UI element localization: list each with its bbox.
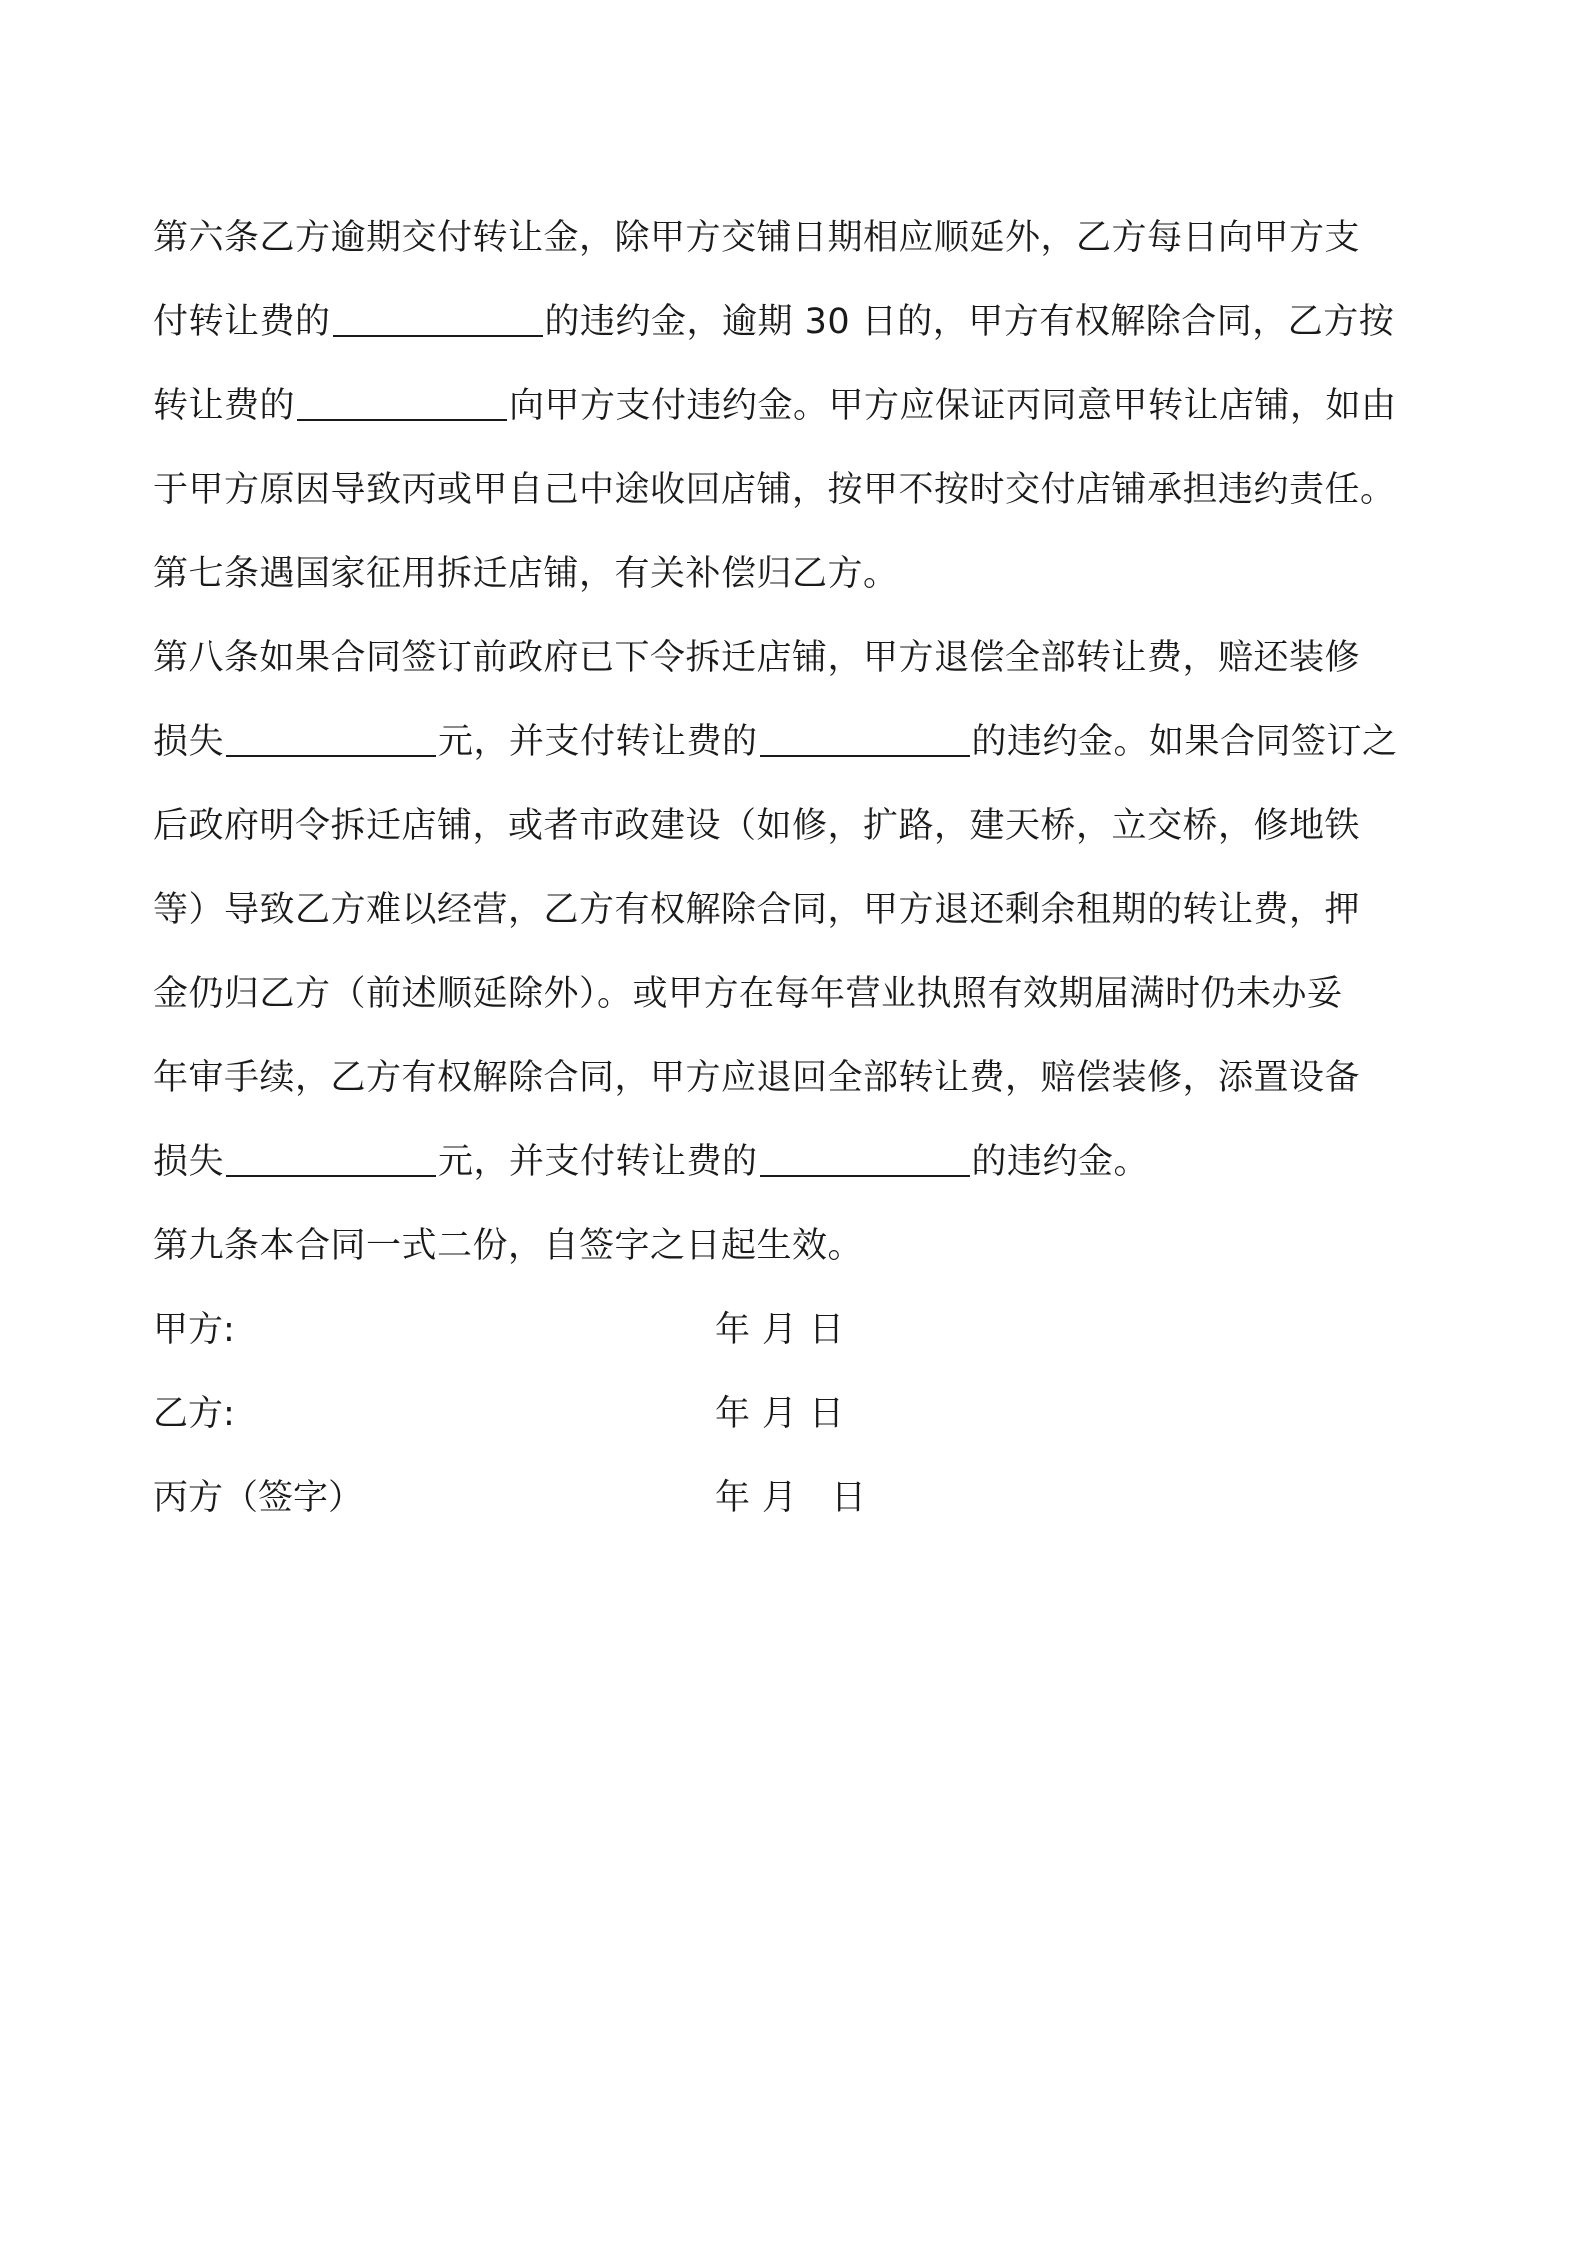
article8-line5: 金仍归乙方（前述顺延除外）。或甲方在每年营业执照有效期届满时仍未办妥 [153, 974, 1343, 1014]
party-b-date: 年 月 日 [715, 1394, 845, 1434]
article6-line1: 第六条乙方逾期交付转让金，除甲方交铺日期相应顺延外，乙方每日向甲方支 [153, 218, 1361, 258]
signature-row-party-c [153, 1456, 1453, 1540]
party-a-label: 甲方: [153, 1310, 235, 1350]
party-c-label: 丙方（签字） [153, 1478, 364, 1518]
fill-blank[interactable] [333, 295, 543, 337]
article6-line2: 付转让费的 的违约金，逾期 30 日的，甲方有权解除合同，乙方按 [153, 280, 1453, 364]
party-c-date: 年 月 日 [715, 1478, 867, 1518]
fill-blank[interactable] [226, 715, 436, 757]
article8-line2: 损失 元，并支付转让费的 的违约金。如果合同签订之 [153, 700, 1453, 784]
contract-page [153, 196, 1453, 1540]
party-b-label: 乙方: [153, 1394, 235, 1434]
article7-line1: 第七条遇国家征用拆迁店铺，有关补偿归乙方。 [153, 554, 899, 594]
article8-line3: 后政府明令拆迁店铺，或者市政建设（如修，扩路，建天桥，立交桥，修地铁 [153, 806, 1361, 846]
article8-line4: 等）导致乙方难以经营，乙方有权解除合同，甲方退还剩余租期的转让费，押 [153, 890, 1361, 930]
signature-row-party-b [153, 1372, 1453, 1456]
article8-line6: 年审手续，乙方有权解除合同，甲方应退回全部转让费，赔偿装修，添置设备 [153, 1058, 1361, 1098]
article6-line4: 于甲方原因导致丙或甲自己中途收回店铺，按甲不按时交付店铺承担违约责任。 [153, 470, 1396, 510]
article6-line3: 转让费的 向甲方支付违约金。甲方应保证丙同意甲转让店铺，如由 [153, 364, 1453, 448]
article9-line1: 第九条本合同一式二份，自签字之日起生效。 [153, 1226, 864, 1266]
party-a-date: 年 月 日 [715, 1310, 845, 1350]
fill-blank[interactable] [297, 379, 507, 421]
article8-line7: 损失 元，并支付转让费的 的违约金。 [153, 1120, 1453, 1204]
fill-blank[interactable] [760, 1135, 970, 1177]
fill-blank[interactable] [226, 1135, 436, 1177]
article8-line1: 第八条如果合同签订前政府已下令拆迁店铺，甲方退偿全部转让费，赔还装修 [153, 638, 1361, 678]
fill-blank[interactable] [760, 715, 970, 757]
signature-row-party-a [153, 1288, 1453, 1372]
